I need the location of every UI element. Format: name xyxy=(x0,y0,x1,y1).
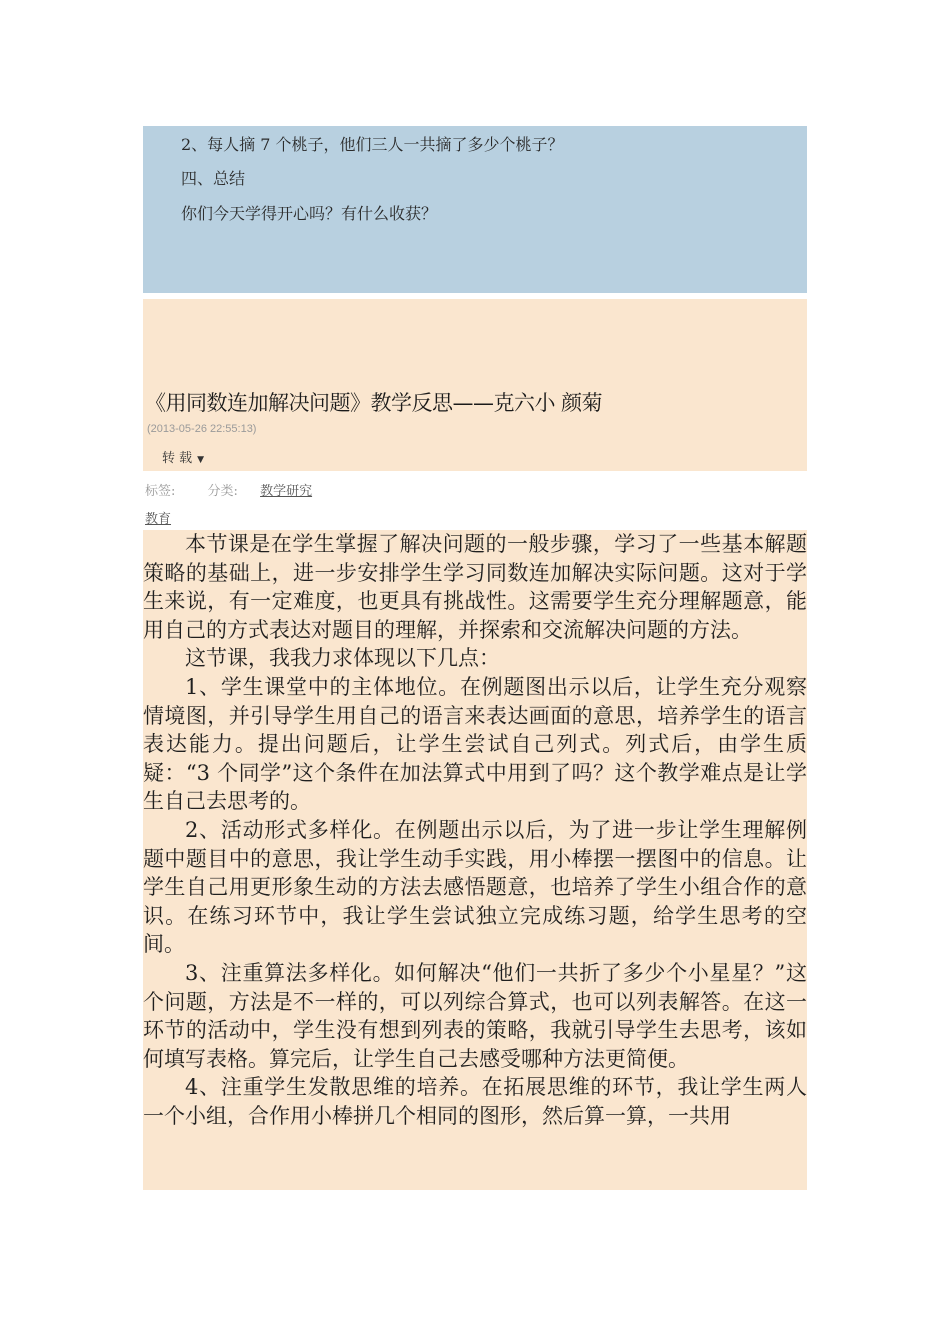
body-paragraph-3: 3、注重算法多样化。如何解决“他们一共折了多少个小星星？”这个问题，方法是不一样的，可以列综合算式，也可以列表解答。在这一环节的活动中，学生没有想到列表的策略，我就引导学生去思考，该如何填写表格。算完后，让学生自己去感受哪种方法更简便。 xyxy=(143,960,807,1071)
category-link[interactable]: 教学研究 xyxy=(260,484,313,499)
previous-post-excerpt xyxy=(143,126,807,293)
caret-down-icon: ▼ xyxy=(197,455,205,465)
post-date: (2013-05-26 22:55:13) xyxy=(147,423,257,435)
excerpt-line-summary-heading: 四、总结 xyxy=(181,169,246,188)
body-paragraph-1: 1、学生课堂中的主体地位。在例题图出示以后，让学生充分观察情境图，并引导学生用自己的语言来表达画面的意思，培养学生的语言表达能力。提出问题后，让学生尝试自己列式。列式后，由学生质疑：“3 个同学”这个条件在加法算式中用到了吗？这个教学难点是让学生自己去思考的。 xyxy=(143,674,807,814)
repost-label: 转 载 xyxy=(162,451,193,466)
tag-link[interactable]: 教育 xyxy=(145,512,172,527)
post-meta xyxy=(145,480,312,499)
body-paragraph-4: 4、注重学生发散思维的培养。在拓展思维的环节，我让学生两人一个小组，合作用小棒拼几个相同的图形，然后算一算，一共用 xyxy=(143,1075,807,1128)
tags-label: 标签: xyxy=(145,484,176,499)
post-header xyxy=(143,299,807,471)
category-label: 分类: xyxy=(207,484,238,499)
body-paragraph-points: 这节课，我我力求体现以下几点： xyxy=(185,646,500,671)
post-body xyxy=(143,530,807,1190)
body-paragraph-2: 2、活动形式多样化。在例题出示以后，为了进一步让学生理解例题中题目中的意思，我让学生动手实践，用小棒摆一摆图中的信息。让学生自己用更形象生动的方法去感悟题意，也培养了学生小组合作的意识。在练习环节中，我让学生尝试独立完成练习题，给学生思考的空间。 xyxy=(143,817,807,957)
body-paragraph-intro: 本节课是在学生掌握了解决问题的一般步骤，学习了一些基本解题策略的基础上，进一步安排学生学习同数连加解决实际问题。这对于学生来说，有一定难度，也更具有挑战性。这需要学生充分理解题意，能用自己的方式表达对题目的理解，并探索和交流解决问题的方法。 xyxy=(143,532,807,642)
excerpt-line-summary-question: 你们今天学得开心吗？有什么收获？ xyxy=(181,204,438,223)
repost-button[interactable] xyxy=(162,447,204,466)
excerpt-line-question: 2、每人摘 7 个桃子，他们三人一共摘了多少个桃子？ xyxy=(181,135,564,154)
post-title: 《用同数连加解决问题》教学反思——克六小 颜菊 xyxy=(145,391,603,415)
